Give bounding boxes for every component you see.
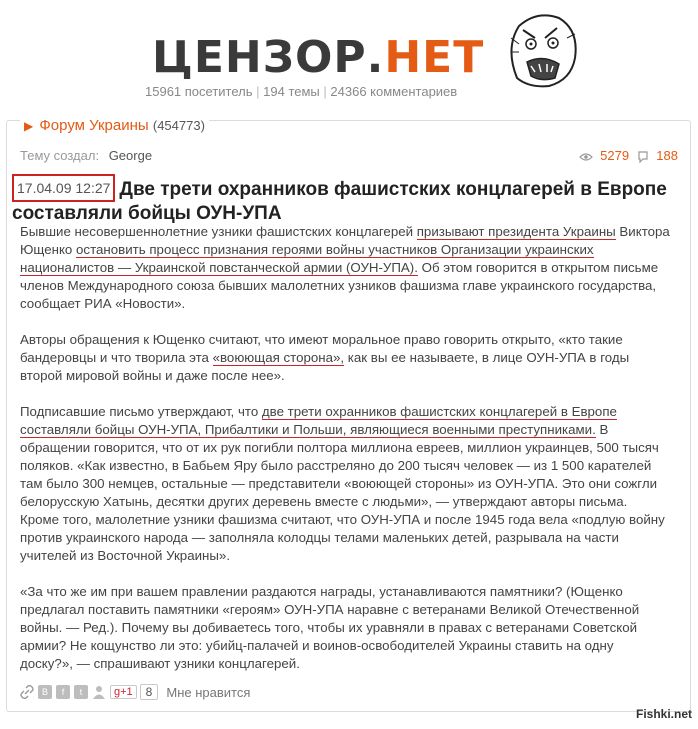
comments-icon bbox=[637, 151, 649, 163]
rage-face-image bbox=[497, 8, 585, 90]
topics-count: 194 темы bbox=[263, 84, 320, 99]
author-name[interactable]: George bbox=[108, 148, 153, 163]
author-label: Тему создал: bbox=[20, 148, 100, 163]
text-run: как вы ее называете, в лице ОУН-УПА в годы второй мировой войны и даже после нее». bbox=[20, 350, 630, 383]
visitors-count: 15961 посетитель bbox=[145, 84, 253, 99]
topic-date: 17.04.09 12:27 bbox=[12, 174, 115, 202]
text-run: Авторы обращения к Ющенко считают, что имеют моральное право говорить открыто, «кто такие бандеровцы и что творила эта bbox=[20, 332, 623, 365]
article-paragraph bbox=[20, 403, 670, 565]
topic-author bbox=[20, 148, 152, 163]
topic-title[interactable] bbox=[12, 174, 672, 226]
highlighted-text: «воюющая сторона», bbox=[212, 350, 345, 365]
link-icon[interactable] bbox=[20, 685, 34, 699]
stats-separator: | bbox=[256, 84, 260, 99]
text-run: Бывшие несовершеннолетние узники фашистских концлагерей bbox=[20, 224, 417, 239]
like-button[interactable]: Мне нравится bbox=[166, 684, 251, 700]
eye-icon bbox=[579, 152, 593, 162]
site-stats bbox=[145, 84, 457, 99]
site-logo[interactable] bbox=[152, 32, 484, 83]
highlighted-text: призывают президента Украины bbox=[416, 224, 616, 239]
text-run: Об этом говорится в открытом письме членов Международного союза бывших малолетних узников фашизма главе украинского государства, сообщает РИА «Новости». bbox=[20, 260, 659, 311]
article-body bbox=[20, 223, 670, 673]
forum-link[interactable]: Форум Украины bbox=[39, 117, 149, 134]
highlighted-text: остановить процесс признания героями войны участников Организации украинских националистов — Украинской повстанческой армии (ОУН-УПА). bbox=[20, 242, 594, 275]
google-plus-button[interactable]: g+1 bbox=[110, 685, 137, 699]
highlighted-text: две трети охранников фашистских концлагерей в Европе составляли бойцы ОУН-УПА, Прибалтики и Польши, являющиеся военными преступниками. bbox=[20, 404, 617, 437]
share-toolbar bbox=[20, 684, 250, 700]
replies-count[interactable]: 188 bbox=[656, 148, 678, 163]
article-paragraph: «За что же им при вашем правлении раздаются награды, устанавливаются памятники? (Ющенко предлагал поставить памятники «героям» ОУН-УПА наравне с ветеранами Великой Отечественной войны. — Ред.). Почему вы добиваетесь того, чтобы их уравняли в правах с ветеранами Советской армии? Не кощунство ли это: убийц-палачей и воинов-освободителей Украины ставить на одну доску?», — спрашивают узники концлагерей. bbox=[20, 584, 640, 671]
forum-header bbox=[20, 117, 209, 134]
topic-counters bbox=[579, 148, 679, 163]
forum-arrow-icon: ▶ bbox=[24, 119, 34, 133]
logo-text-right: НЕТ bbox=[384, 32, 485, 83]
text-run: Виктора Ющенко bbox=[20, 224, 670, 257]
logo-text-left: ЦЕНЗОР bbox=[152, 32, 367, 83]
logo-dot: . bbox=[366, 32, 385, 83]
facebook-share-button[interactable]: f bbox=[56, 685, 70, 699]
vk-share-button[interactable]: B bbox=[38, 685, 52, 699]
watermark: Fishki.net bbox=[635, 707, 692, 721]
topic-title-text: Две трети охранников фашистских концлагерей в Европе составляли бойцы ОУН-УПА bbox=[12, 179, 667, 224]
forum-topic-count: (454773) bbox=[152, 118, 205, 133]
comments-count: 24366 комментариев bbox=[330, 84, 458, 99]
article-paragraph bbox=[20, 331, 670, 385]
views-count: 5279 bbox=[600, 148, 630, 163]
text-run: Подписавшие письмо утверждают, что bbox=[20, 404, 262, 419]
text-run: В обращении говорится, что от их рук погибли полтора миллиона евреев, миллион украинцев, 500 тысяч поляков. «Как известно, в Бабьем Яру было расстреляно до 200 тысяч человек — из 1 500 карателей там было 300 немцев, остальные — представители «воюющей стороны» из ОУН-УПА. Это они сожгли белорусскую Хатынь, десятки других деревень вместе с людьми», — утверждают авторы письма. Кроме того, малолетние узники фашизма считают, что ОУН-УПА и после 1945 года вела «подлую войну против украинского народа — заполняла колодцы телами маленьких детей, разрывала на части учителей из Восточной Украины». bbox=[20, 422, 665, 563]
plus-count: 8 bbox=[140, 684, 159, 700]
twitter-share-button[interactable]: t bbox=[74, 685, 88, 699]
stats-separator: | bbox=[323, 84, 327, 99]
article-paragraph bbox=[20, 223, 670, 313]
share-icon[interactable] bbox=[92, 685, 106, 699]
